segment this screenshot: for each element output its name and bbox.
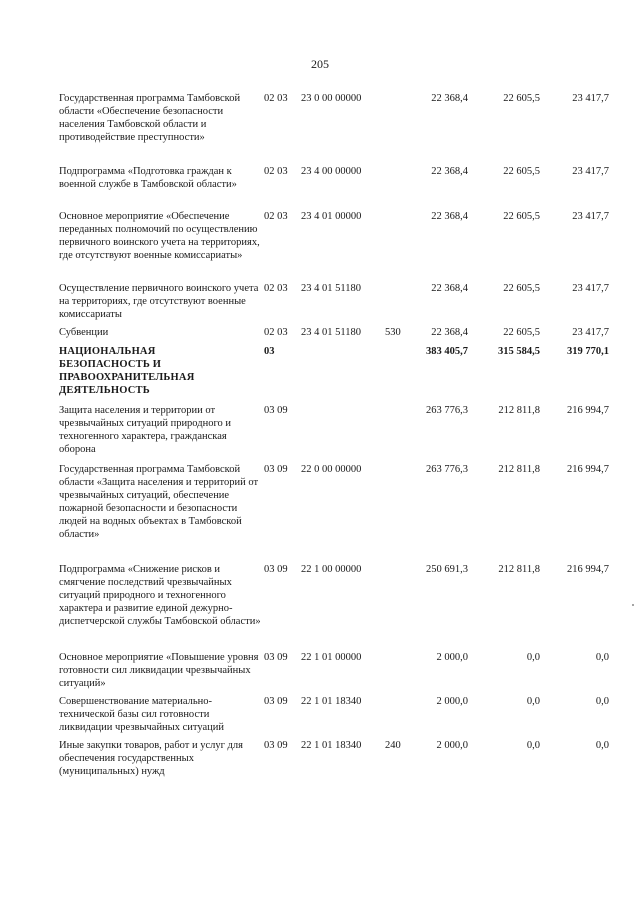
row-value-year-2: 212 811,8 — [498, 464, 540, 475]
row-value-year-2: 212 811,8 — [498, 405, 540, 416]
row-value-year-2: 212 811,8 — [498, 564, 540, 575]
row-target-article: 23 4 01 51180 — [301, 327, 361, 338]
row-value-year-1: 263 776,3 — [426, 405, 468, 416]
row-value-year-3: 23 417,7 — [572, 93, 609, 104]
row-expense-type: 530 — [385, 327, 401, 338]
row-value-year-3: 0,0 — [595, 740, 609, 751]
row-section-code: 02 03 — [264, 166, 288, 177]
row-name: Основное мероприятие «Обеспечение переданных полномочий по осуществлению первичного воинского учета на территориях, где отсутствуют военные комиссариаты» — [59, 211, 260, 261]
row-target-article: 23 4 00 00000 — [301, 166, 362, 177]
row-section-code: 03 09 — [264, 696, 288, 707]
row-value-year-3: 216 994,7 — [567, 405, 609, 416]
row-name: Подпрограмма «Снижение рисков и смягчение последствий чрезвычайных ситуаций природного и техногенного характера и развитие единой дежурно-диспетчерской службы Тамбовской области» — [59, 564, 261, 627]
row-name: НАЦИОНАЛЬНАЯ БЕЗОПАСНОСТЬ И ПРАВООХРАНИТЕЛЬНАЯ ДЕЯТЕЛЬНОСТЬ — [59, 346, 195, 396]
row-section-code: 02 03 — [264, 327, 288, 338]
row-value-year-3: 0,0 — [595, 652, 609, 663]
row-target-article: 22 1 01 00000 — [301, 652, 362, 663]
row-value-year-2: 22 605,5 — [503, 283, 540, 294]
row-value-year-2: 22 605,5 — [503, 166, 540, 177]
page-number: 205 — [311, 57, 329, 71]
row-value-year-2: 0,0 — [526, 696, 540, 707]
row-name: Защита населения и территории от чрезвычайных ситуаций природного и техногенного характера, гражданская оборона — [59, 405, 232, 455]
row-target-article: 22 1 01 18340 — [301, 740, 362, 751]
row-value-year-1: 2 000,0 — [436, 652, 468, 663]
row-value-year-1: 22 368,4 — [431, 327, 468, 338]
row-value-year-3: 23 417,7 — [572, 211, 609, 222]
row-section-code: 03 09 — [264, 464, 288, 475]
row-value-year-1: 2 000,0 — [436, 696, 468, 707]
row-value-year-1: 22 368,4 — [431, 211, 468, 222]
row-section-code: 02 03 — [264, 93, 288, 104]
row-value-year-2: 315 584,5 — [498, 346, 540, 357]
row-value-year-1: 383 405,7 — [426, 346, 468, 357]
row-value-year-3: 23 417,7 — [572, 166, 609, 177]
row-value-year-1: 22 368,4 — [431, 93, 468, 104]
row-target-article: 22 1 01 18340 — [301, 696, 362, 707]
scan-speck — [632, 604, 634, 606]
row-section-code: 03 09 — [264, 564, 288, 575]
row-expense-type: 240 — [385, 740, 401, 751]
row-value-year-1: 22 368,4 — [431, 283, 468, 294]
row-target-article: 23 4 01 00000 — [301, 211, 362, 222]
row-name: Совершенствование материально-технической базы сил готовности ликвидации чрезвычайных ситуаций — [59, 696, 224, 733]
row-section-code: 03 09 — [264, 740, 288, 751]
row-value-year-2: 0,0 — [526, 740, 540, 751]
row-name: Основное мероприятие «Повышение уровня готовности сил ликвидации чрезвычайных ситуаций» — [59, 652, 259, 689]
row-target-article: 23 4 01 51180 — [301, 283, 361, 294]
row-value-year-3: 319 770,1 — [567, 346, 609, 357]
row-value-year-3: 0,0 — [595, 696, 609, 707]
row-value-year-3: 23 417,7 — [572, 327, 609, 338]
row-value-year-3: 23 417,7 — [572, 283, 609, 294]
row-value-year-1: 250 691,3 — [426, 564, 468, 575]
row-name: Государственная программа Тамбовской области «Защита населения и территорий от чрезвычайных ситуаций, обеспечение пожарной безопасности и безопасности людей на водных объектах в Тамбовской области» — [59, 464, 259, 540]
row-section-code: 02 03 — [264, 211, 288, 222]
row-value-year-2: 22 605,5 — [503, 211, 540, 222]
row-value-year-1: 22 368,4 — [431, 166, 468, 177]
row-section-code: 02 03 — [264, 283, 288, 294]
row-value-year-1: 2 000,0 — [436, 740, 468, 751]
row-section-code: 03 — [264, 346, 275, 357]
row-name: Подпрограмма «Подготовка граждан к военной службе в Тамбовской области» — [59, 166, 237, 190]
row-value-year-2: 22 605,5 — [503, 93, 540, 104]
row-name: Государственная программа Тамбовской области «Обеспечение безопасности населения Тамбовской области и противодействие преступности» — [59, 93, 241, 143]
row-target-article: 22 0 00 00000 — [301, 464, 362, 475]
row-value-year-3: 216 994,7 — [567, 464, 609, 475]
row-name: Осуществление первичного воинского учета на территориях, где отсутствуют военные комиссариаты — [59, 283, 259, 320]
row-name: Иные закупки товаров, работ и услуг для обеспечения государственных (муниципальных) нужд — [59, 740, 243, 777]
row-value-year-2: 22 605,5 — [503, 327, 540, 338]
row-value-year-3: 216 994,7 — [567, 564, 609, 575]
row-section-code: 03 09 — [264, 405, 288, 416]
row-name: Субвенции — [59, 327, 109, 338]
row-target-article: 23 0 00 00000 — [301, 93, 362, 104]
row-value-year-1: 263 776,3 — [426, 464, 468, 475]
row-section-code: 03 09 — [264, 652, 288, 663]
row-target-article: 22 1 00 00000 — [301, 564, 362, 575]
row-value-year-2: 0,0 — [526, 652, 540, 663]
